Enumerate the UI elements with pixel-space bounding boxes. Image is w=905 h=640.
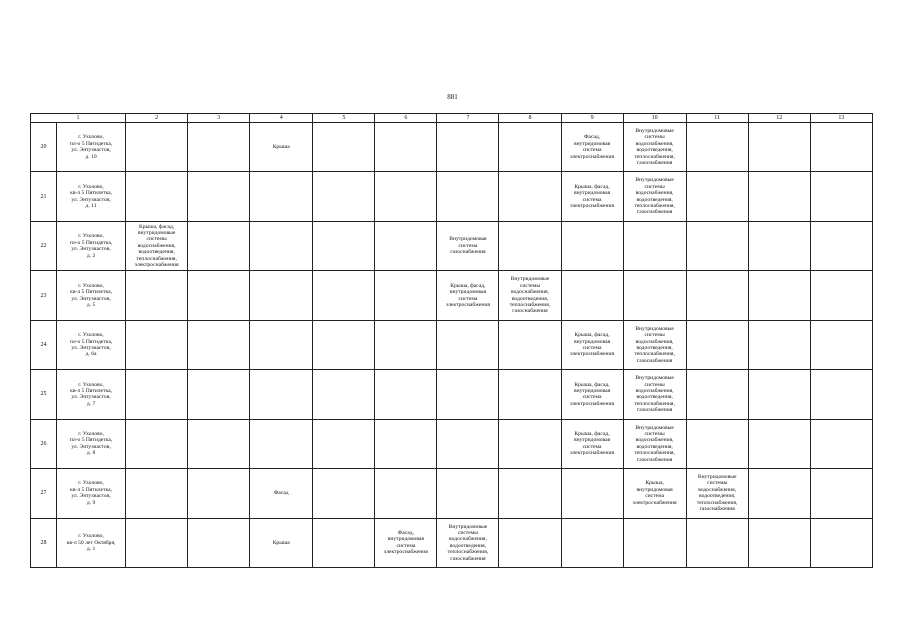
column-header: 4 xyxy=(250,114,313,123)
work-cell xyxy=(313,221,375,270)
work-cell xyxy=(561,419,623,468)
table-row xyxy=(31,370,873,419)
work-cell xyxy=(437,469,499,518)
column-header: 5 xyxy=(313,114,375,123)
cell-text: Крыша, внутридомовая система электроснабжения xyxy=(632,480,677,506)
work-cell xyxy=(561,320,623,369)
work-cell xyxy=(188,370,250,419)
address-cell xyxy=(57,419,126,468)
cell-text: Внутридомовые системы водоснабжения, водоотведения, теплоснабжения, газоснабжения xyxy=(509,276,551,315)
row-number-cell xyxy=(31,123,57,172)
table-row xyxy=(31,518,873,568)
column-header: 11 xyxy=(686,114,748,123)
cell-text: Крыша xyxy=(272,539,290,546)
work-cell xyxy=(748,123,810,172)
row-number: 20 xyxy=(40,144,47,151)
column-header: 10 xyxy=(623,114,686,123)
work-cell xyxy=(623,271,686,320)
work-cell xyxy=(313,123,375,172)
cell-text: Крыша, фасад, внутридомовая система электроснабжения xyxy=(570,183,615,210)
work-cell xyxy=(686,419,748,468)
work-cell xyxy=(686,271,748,320)
work-cell xyxy=(499,221,561,270)
column-header: 13 xyxy=(810,114,872,123)
work-cell xyxy=(375,419,437,468)
row-number-cell xyxy=(31,518,57,568)
work-cell xyxy=(126,370,188,419)
address-cell xyxy=(57,172,126,221)
work-cell xyxy=(499,518,561,568)
work-cell xyxy=(623,469,686,518)
cell-text: Внутридомовые системы водоснабжения, водоотведения, теплоснабжения, газоснабжения xyxy=(634,424,675,463)
cell-text: Внутридомовые системы водоснабжения, водоотведения, теплоснабжения, газоснабжения xyxy=(634,375,675,414)
work-cell xyxy=(188,271,250,320)
address-cell xyxy=(57,370,126,419)
column-header: 12 xyxy=(748,114,810,123)
work-cell xyxy=(561,370,623,419)
table-header-row xyxy=(31,114,873,123)
row-number-cell xyxy=(31,370,57,419)
work-cell xyxy=(313,271,375,320)
address-cell xyxy=(57,271,126,320)
work-cell xyxy=(499,172,561,221)
work-cell xyxy=(748,320,810,369)
cell-text: Фасад xyxy=(273,490,289,497)
address-cell xyxy=(57,518,126,568)
work-cell xyxy=(748,469,810,518)
work-cell xyxy=(188,123,250,172)
work-cell xyxy=(126,518,188,568)
row-number-cell xyxy=(31,271,57,320)
work-cell xyxy=(748,271,810,320)
work-cell xyxy=(748,419,810,468)
work-cell xyxy=(437,172,499,221)
work-cell xyxy=(623,419,686,468)
work-cell xyxy=(250,123,313,172)
work-cell xyxy=(188,419,250,468)
row-number-cell xyxy=(31,469,57,518)
cell-text: Внутридомовые системы водоснабжения, водоотведения, теплоснабжения, газоснабжения xyxy=(634,128,675,167)
work-cell xyxy=(126,320,188,369)
cell-text: Внутридомовая система газоснабжения xyxy=(449,236,487,256)
table-row xyxy=(31,221,873,270)
row-number: 22 xyxy=(40,243,47,250)
work-cell xyxy=(623,518,686,568)
work-cell xyxy=(126,123,188,172)
work-cell xyxy=(748,370,810,419)
work-cell xyxy=(250,469,313,518)
table-row xyxy=(31,469,873,518)
work-cell xyxy=(499,370,561,419)
cell-text: Крыша, фасад, внутридомовая система электроснабжения xyxy=(570,381,615,407)
row-number: 23 xyxy=(40,292,47,299)
work-cell xyxy=(623,370,686,419)
work-cell xyxy=(375,172,437,221)
work-cell xyxy=(561,123,623,172)
cell-text: г. Ухолово, пл-о 5 Пятидетка, ул. Энтузиастов, д. 2 xyxy=(69,233,113,259)
cell-text: Фасад, внутридомовая система электроснабжения xyxy=(383,529,428,556)
work-cell xyxy=(499,469,561,518)
cell-text: Крыша, фасад, внутридомовая система электроснабжения xyxy=(570,332,615,358)
work-cell xyxy=(126,172,188,221)
cell-text: г. Ухолово, кв-л 5 Пятилетка, ул. Энтузиастов, д. 7 xyxy=(70,381,112,407)
work-cell xyxy=(499,271,561,320)
cell-text: Крыша, фасад, внутридомовые системы водоснабжения, водоотведения, теплоснабжения, электроснабжения xyxy=(134,223,179,269)
work-cell xyxy=(748,172,810,221)
work-cell xyxy=(437,518,499,568)
cell-text: Крыша, фасад, внутридомовая система электроснабжения xyxy=(445,282,490,308)
work-cell xyxy=(313,370,375,419)
work-cell xyxy=(188,518,250,568)
work-cell xyxy=(250,370,313,419)
work-cell xyxy=(250,518,313,568)
work-cell xyxy=(623,221,686,270)
work-cell xyxy=(561,172,623,221)
work-cell xyxy=(686,123,748,172)
cell-text: г. Ухолово, пл-о 5 Пятидетка, ул. Энтузиастов, д. 8 xyxy=(69,431,113,457)
work-cell xyxy=(250,271,313,320)
row-number: 28 xyxy=(40,539,47,546)
work-cell xyxy=(810,221,872,270)
work-cell xyxy=(375,518,437,568)
row-number: 24 xyxy=(40,341,47,348)
work-cell xyxy=(437,123,499,172)
column-header: 8 xyxy=(499,114,561,123)
work-cell xyxy=(188,221,250,270)
work-cell xyxy=(126,469,188,518)
work-cell xyxy=(375,271,437,320)
work-cell xyxy=(686,172,748,221)
work-cell xyxy=(250,221,313,270)
row-number-cell xyxy=(31,172,57,221)
work-cell xyxy=(686,320,748,369)
work-cell xyxy=(375,123,437,172)
work-cell xyxy=(375,469,437,518)
row-number-cell xyxy=(31,419,57,468)
work-cell xyxy=(810,370,872,419)
work-cell xyxy=(748,221,810,270)
work-cell xyxy=(250,320,313,369)
work-cell xyxy=(499,123,561,172)
cell-text: Внутридомовые системы водоснабжения, водоотведения, теплоснабжения, газоснабжения xyxy=(447,523,489,562)
repair-schedule-table xyxy=(30,113,873,568)
address-cell xyxy=(57,221,126,270)
work-cell xyxy=(437,221,499,270)
cell-text: Внутридомовые системы водоснабжения, водоотведения, теплоснабжения, газоснабжения xyxy=(696,474,738,513)
work-cell xyxy=(375,221,437,270)
column-header: 3 xyxy=(188,114,250,123)
work-cell xyxy=(313,172,375,221)
work-cell xyxy=(686,469,748,518)
work-cell xyxy=(126,271,188,320)
work-cell xyxy=(188,469,250,518)
work-cell xyxy=(126,221,188,270)
work-cell xyxy=(499,419,561,468)
work-cell xyxy=(188,172,250,221)
table-row xyxy=(31,320,873,369)
row-number-cell xyxy=(31,221,57,270)
table-row xyxy=(31,419,873,468)
column-header: 1 xyxy=(31,114,126,123)
cell-text: г. Ухолово, кв-л 5 Пятилетка, ул. Энтузиастов, д. 5 xyxy=(70,282,112,308)
work-cell xyxy=(375,320,437,369)
work-cell xyxy=(250,419,313,468)
table-body xyxy=(31,123,873,568)
work-cell xyxy=(810,320,872,369)
cell-text: Фасад, внутридомовая система электроснабжения xyxy=(570,134,615,160)
table-row xyxy=(31,123,873,172)
work-cell xyxy=(188,320,250,369)
table-row xyxy=(31,172,873,221)
work-cell xyxy=(126,419,188,468)
cell-text: Внутридомовые системы водоснабжения, водоотведения, теплоснабжения, газоснабжения xyxy=(634,177,675,216)
work-cell xyxy=(561,518,623,568)
work-cell xyxy=(437,419,499,468)
row-number: 27 xyxy=(40,490,47,497)
row-number: 25 xyxy=(40,391,47,398)
work-cell xyxy=(686,370,748,419)
work-cell xyxy=(313,419,375,468)
work-cell xyxy=(313,469,375,518)
row-number: 26 xyxy=(40,440,47,447)
cell-text: Крыша xyxy=(272,144,290,151)
work-cell xyxy=(623,172,686,221)
work-cell xyxy=(623,123,686,172)
work-cell xyxy=(686,221,748,270)
work-cell xyxy=(810,419,872,468)
address-cell xyxy=(57,123,126,172)
work-cell xyxy=(810,469,872,518)
work-cell xyxy=(810,271,872,320)
address-cell xyxy=(57,469,126,518)
work-cell xyxy=(437,271,499,320)
work-cell xyxy=(313,518,375,568)
work-cell xyxy=(437,370,499,419)
work-cell xyxy=(810,518,872,568)
work-cell xyxy=(686,518,748,568)
work-cell xyxy=(561,221,623,270)
work-cell xyxy=(313,320,375,369)
column-header: 6 xyxy=(375,114,437,123)
column-header: 2 xyxy=(126,114,188,123)
work-cell xyxy=(499,320,561,369)
cell-text: Крыша, фасад, внутридомовая система электроснабжения xyxy=(570,431,615,457)
column-header: 7 xyxy=(437,114,499,123)
work-cell xyxy=(623,320,686,369)
work-cell xyxy=(748,518,810,568)
cell-text: г. Ухолово, кв-л 50 лет Октября, д. 1 xyxy=(66,533,116,552)
work-cell xyxy=(810,172,872,221)
work-cell xyxy=(561,469,623,518)
work-cell xyxy=(375,370,437,419)
cell-text: г. Ухолово, кв-л 5 Пятилетка, ул. Энтузиастов, д. 11 xyxy=(70,183,112,210)
page-number: 881 xyxy=(447,93,458,101)
table-row xyxy=(31,271,873,320)
cell-text: г. Ухолово, пл-о 5 Пятидетка, ул. Энтузиастов, д. 10 xyxy=(69,134,113,160)
row-number: 21 xyxy=(40,193,47,200)
cell-text: Внутридомовые системы водоснабжения, водоотведения, теплоснабжения, газоснабжения xyxy=(634,325,675,364)
row-number-cell xyxy=(31,320,57,369)
work-cell xyxy=(561,271,623,320)
work-cell xyxy=(437,320,499,369)
work-cell xyxy=(250,172,313,221)
work-cell xyxy=(810,123,872,172)
column-header: 9 xyxy=(561,114,623,123)
address-cell xyxy=(57,320,126,369)
cell-text: г. Ухолово, кв-л 5 Пятилетка, ул. Энтузиастов, д. 9 xyxy=(70,480,112,506)
cell-text: г. Ухолово, пл-о 5 Пятидетка, ул. Энтузиастов, д. 6а xyxy=(69,332,113,358)
